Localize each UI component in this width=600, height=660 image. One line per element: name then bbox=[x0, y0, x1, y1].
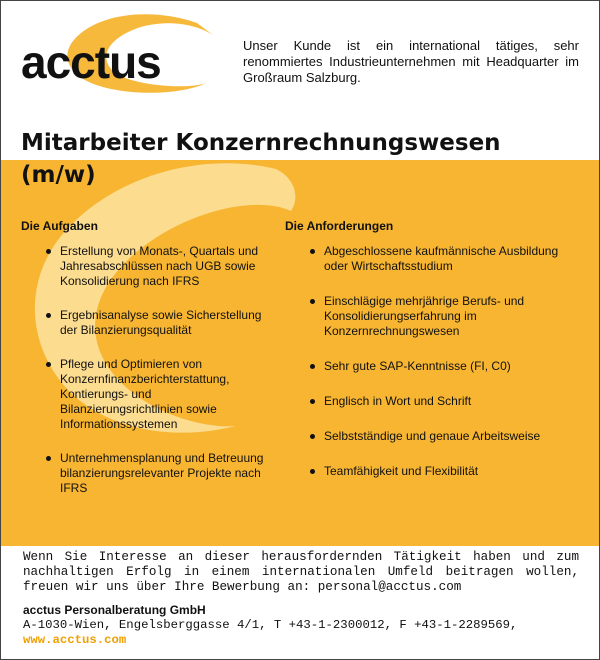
bullet-icon bbox=[310, 434, 315, 439]
list-item: Einschlägige mehrjährige Berufs- und Konsolidierungserfahrung im Konzernrechnungswesen bbox=[285, 294, 585, 339]
tasks-section bbox=[21, 219, 271, 515]
list-item: Englisch in Wort und Schrift bbox=[285, 394, 585, 409]
footer bbox=[23, 550, 579, 648]
bullet-icon bbox=[310, 299, 315, 304]
bullet-icon bbox=[46, 313, 51, 318]
list-item: Abgeschlossene kaufmännische Ausbildung oder Wirtschaftsstudium bbox=[285, 244, 585, 274]
list-item: Pflege und Optimieren von Konzernfinanzberichterstattung, Kontierungs- und Bilanzierungsrichtlinien sowie Informationssystemen bbox=[21, 357, 271, 432]
list-item: Ergebnisanalyse sowie Sicherstellung der Bilanzierungsqualität bbox=[21, 308, 271, 338]
requirements-section bbox=[285, 219, 585, 499]
job-title: Mitarbeiter Konzernrechnungswesen (m/w) bbox=[21, 130, 501, 188]
bullet-icon bbox=[310, 469, 315, 474]
bullet-icon bbox=[46, 456, 51, 461]
company-address: A-1030-Wien, Engelsberggasse 4/1, T +43-1-2300012, F +43-1-2289569, www.acctus.com bbox=[23, 618, 518, 647]
bullet-icon bbox=[46, 362, 51, 367]
list-item: Selbstständige und genaue Arbeitsweise bbox=[285, 429, 585, 444]
requirements-heading: Die Anforderungen bbox=[285, 219, 394, 233]
company-name: acctus Personalberatung GmbH bbox=[23, 603, 206, 617]
bullet-icon bbox=[310, 399, 315, 404]
requirements-list bbox=[285, 244, 585, 479]
application-text: Wenn Sie Interesse an dieser herausfordernden Tätigkeit haben und zum nachhaltigen Erfolg in einem internationalen Umfeld beitragen wollen, freuen wir uns über Ihre Bewerbung an: personal@acctus.com bbox=[23, 550, 579, 594]
list-item: Sehr gute SAP-Kenntnisse (FI, C0) bbox=[285, 359, 585, 374]
bullet-icon bbox=[46, 249, 51, 254]
bullet-icon bbox=[310, 364, 315, 369]
list-item: Erstellung von Monats-, Quartals und Jahresabschlüssen nach UGB sowie Konsolidierung nach IFRS bbox=[21, 244, 271, 289]
intro-text: Unser Kunde ist ein international tätiges, sehr renommiertes Industrieunternehmen mit Headquarter im Großraum Salzburg. bbox=[243, 38, 579, 85]
list-item: Teamfähigkeit und Flexibilität bbox=[285, 464, 585, 479]
tasks-list bbox=[21, 244, 271, 496]
tasks-heading: Die Aufgaben bbox=[21, 219, 98, 233]
acctus-logo: acctus bbox=[21, 36, 161, 88]
list-item: Unternehmensplanung und Betreuung bilanzierungsrelevanter Projekte nach IFRS bbox=[21, 451, 271, 496]
bullet-icon bbox=[310, 249, 315, 254]
website-link[interactable]: www.acctus.com bbox=[23, 633, 127, 647]
